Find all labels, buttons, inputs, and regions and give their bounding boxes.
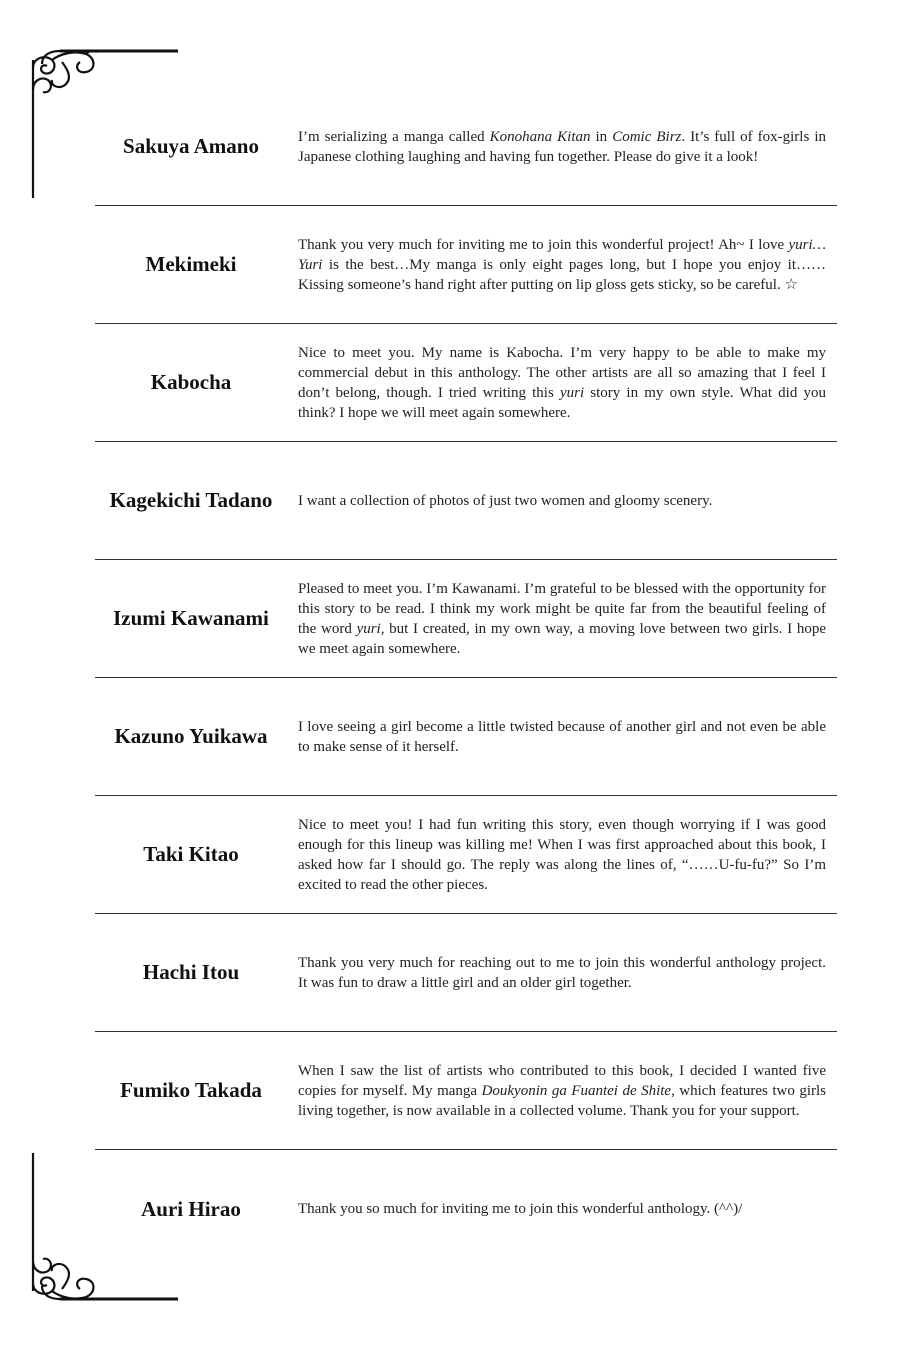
contributor-entry bbox=[95, 914, 837, 1032]
contributor-name: Taki Kitao bbox=[143, 842, 239, 866]
contributor-name: Kazuno Yuikawa bbox=[114, 724, 268, 748]
contributor-message: Thank you very much for reaching out to me to join this wonderful anthology project. It was fun to draw a little girl and an older girl together. bbox=[298, 954, 826, 991]
contributor-entry bbox=[95, 206, 837, 324]
contributor-name: Sakuya Amano bbox=[123, 134, 259, 158]
contributor-message: I’m serializing a manga called Konohana Kitan in Comic Birz. It’s full of fox-girls in Japanese clothing laughing and having fun together. Please do give it a look! bbox=[298, 128, 826, 165]
contributor-name: Auri Hirao bbox=[141, 1196, 241, 1221]
contributor-name: Izumi Kawanami bbox=[113, 606, 269, 630]
contributor-name: Hachi Itou bbox=[142, 960, 240, 984]
contributor-entry bbox=[95, 442, 837, 560]
contributor-message: Pleased to meet you. I’m Kawanami. I’m grateful to be blessed with the opportunity for this story to be read. I think my work might be quite far from the beautiful feeling of the word yuri, but I created, in my own way, a moving love between two girls. I hope we meet again somewhere. bbox=[298, 580, 826, 657]
contributor-entry bbox=[95, 324, 837, 442]
contributor-entry bbox=[95, 678, 837, 796]
contributor-list bbox=[95, 88, 837, 1268]
contributor-entry bbox=[95, 1150, 837, 1268]
contributor-entry bbox=[95, 560, 837, 678]
contributor-entry bbox=[95, 796, 837, 914]
contributor-message: When I saw the list of artists who contributed to this book, I decided I wanted five copies for myself. My manga Doukyonin ga Fuantei de Shite, which features two girls living together, is now available in a collected volume. Thank you for your support. bbox=[298, 1062, 827, 1119]
contributor-name: Kagekichi Tadano bbox=[109, 488, 273, 512]
contributor-message: I love seeing a girl become a little twisted because of another girl and not even be able to make sense of it herself. bbox=[298, 718, 826, 755]
contributor-entry bbox=[95, 88, 837, 206]
contributor-message: Thank you very much for inviting me to join this wonderful project! Ah~ I love yuri…Yuri is the best…My manga is only eight pages long, but I hope you enjoy it……Kissing someone’s hand right after putting on lip gloss gets sticky, so be careful. ☆ bbox=[298, 236, 826, 293]
contributor-name: Kabocha bbox=[150, 370, 232, 394]
contributor-message: I want a collection of photos of just two women and gloomy scenery. bbox=[298, 492, 713, 509]
contributor-message: Nice to meet you. My name is Kabocha. I’m very happy to be able to make my commercial debut in this anthology. The other artists are all so amazing that I feel I don’t belong, though. I tried writing this yuri story in my own style. What did you think? I hope we will meet again somewhere. bbox=[298, 344, 826, 421]
contributor-name: Fumiko Takada bbox=[120, 1078, 262, 1102]
contributor-message: Nice to meet you! I had fun writing this story, even though worrying if I was good enough for this lineup was killing me! When I was first approached about this book, I asked how far I should go. The reply was along the lines of, “……U-fu-fu?” So I’m excited to read the other pieces. bbox=[298, 816, 826, 893]
contributor-message: Thank you so much for inviting me to join this wonderful anthology. (^^)/ bbox=[298, 1201, 743, 1217]
contributor-entry bbox=[95, 1032, 837, 1150]
contributor-name: Mekimeki bbox=[145, 252, 237, 276]
